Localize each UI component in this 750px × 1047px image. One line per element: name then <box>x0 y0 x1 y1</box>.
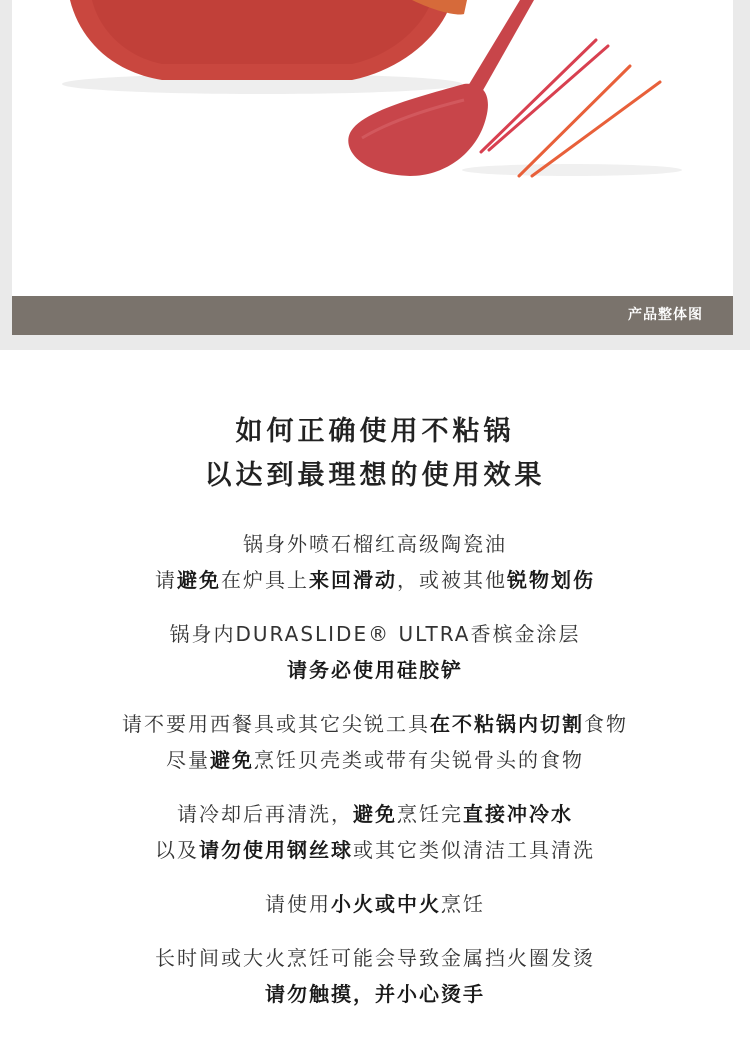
tip-text: 长时间或大火烹饪可能会导致金属挡火圈发烫 <box>155 946 595 970</box>
heading-line-2: 以达到最理想的使用效果 <box>204 460 546 491</box>
tip-emphasis-text: 请勿使用钢丝球 <box>199 838 353 862</box>
tip-text: 烹饪完 <box>397 802 463 826</box>
tip-emphasis-text: 小火或中火 <box>331 892 441 916</box>
tip-item <box>0 616 750 688</box>
spatula-handle <box>468 0 534 92</box>
tip-emphasis-text: 在不粘锅内切割 <box>430 712 584 736</box>
tip-line <box>0 742 750 778</box>
tip-text: 在炉具上 <box>221 568 309 592</box>
tip-item <box>0 940 750 1012</box>
tip-text: ，或被其他 <box>397 568 507 592</box>
page-heading <box>0 410 750 498</box>
tips-list <box>0 526 750 1012</box>
tip-text: 尽量 <box>166 748 210 772</box>
tip-item <box>0 886 750 922</box>
tip-line <box>0 562 750 598</box>
chopstick-orange-1 <box>519 66 630 176</box>
usage-instructions <box>0 410 750 1012</box>
tip-line <box>0 652 750 688</box>
tip-text: 锅身内DURASLIDE® ULTRA香槟金涂层 <box>169 622 581 646</box>
tip-line <box>0 796 750 832</box>
tip-line <box>0 526 750 562</box>
product-illustration <box>12 0 733 296</box>
tip-text: 请使用 <box>265 892 331 916</box>
caption-bar <box>12 296 733 335</box>
tip-item <box>0 526 750 598</box>
tip-line <box>0 940 750 976</box>
tip-emphasis-text: 避免 <box>177 568 221 592</box>
tip-emphasis-text: 来回滑动 <box>309 568 397 592</box>
tip-item <box>0 796 750 868</box>
spatula-head <box>348 84 488 176</box>
product-photo-frame <box>0 0 750 350</box>
tip-text: 烹饪贝壳类或带有尖锐骨头的食物 <box>254 748 584 772</box>
tip-text: 烹饪 <box>441 892 485 916</box>
tip-emphasis-text: 避免 <box>353 802 397 826</box>
heading-line-1: 如何正确使用不粘锅 <box>235 416 515 447</box>
tip-line <box>0 706 750 742</box>
tip-emphasis-text: 请务必使用硅胶铲 <box>287 658 463 682</box>
tip-line <box>0 976 750 1012</box>
tip-emphasis-text: 锐物划伤 <box>507 568 595 592</box>
tip-text: 请冷却后再清洗， <box>177 802 353 826</box>
tip-item <box>0 706 750 778</box>
utensil-shadow <box>462 164 682 176</box>
photo-caption: 产品整体图 <box>628 307 703 323</box>
product-photo <box>12 0 733 296</box>
tip-text: 请不要用西餐具或其它尖锐工具 <box>122 712 430 736</box>
tip-text: 请 <box>155 568 177 592</box>
tip-line <box>0 886 750 922</box>
tip-emphasis-text: 避免 <box>210 748 254 772</box>
tip-text: 食物 <box>584 712 628 736</box>
tip-text: 或其它类似清洁工具清洗 <box>353 838 595 862</box>
tip-line <box>0 832 750 868</box>
tip-text: 以及 <box>155 838 199 862</box>
tip-text: 锅身外喷石榴红高级陶瓷油 <box>243 532 507 556</box>
tip-line <box>0 616 750 652</box>
tip-emphasis-text: 直接冲冷水 <box>463 802 573 826</box>
tip-emphasis-text: 请勿触摸，并小心烫手 <box>265 982 485 1006</box>
